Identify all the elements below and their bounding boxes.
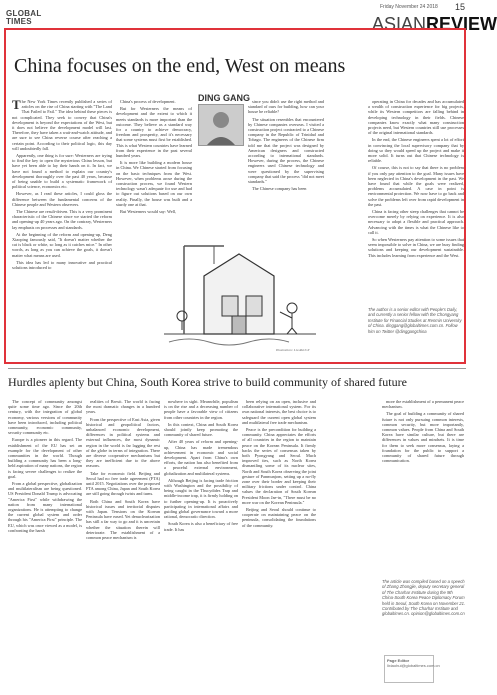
article1-author-note: The author is a senior editor with People's Daily, and currently a senior fellow with the Chongyang Institute for Financial Studies at Renmin University of China. dinggang@globaltimes.com.cn. Follow him on Twitter @dinggangchina bbox=[368, 307, 462, 334]
paragraph: Peace is the precondition for building a community. China appreciates the efforts of all countries in the region to maintain peace on the Korean Peninsula. It firmly backs the series of consensus taken by both Pyongyang and Seoul. Much improved ties, such as North Korea dismantling some of its nuclear sites, North and South Korea observing the joint gesture of Panmunjom, setting up a no-fly zone over their border and keeping their military frictions under control. China values the declaration of South Korean President Moon Jae-in, "There must be no more war on the Korean Peninsula." bbox=[242, 427, 316, 505]
paragraph: But Westerners would say: Well, bbox=[120, 209, 177, 215]
paragraph: This idea has led to many innovative and practical solutions introduced to bbox=[12, 259, 112, 271]
drop-cap: T bbox=[12, 97, 21, 112]
paragraph: Apparently, one thing is for sure: Westerners are trying to find the key to open the mysterious China lesson, but have yet been able to lay their hands on it. In fact, we have not found a method to explain our country's development thoroughly over the past 40 years, because of being unable to build a systematic framework of political science, economics etc. bbox=[12, 153, 112, 190]
paragraph: South Korea is also a beneficiary of free trade. It has bbox=[164, 521, 238, 532]
article2-column-4 bbox=[242, 399, 316, 689]
paragraph: Of course, this is not to say that there is no problem if you only pay attention to the goal. Many issues have been neglected in China's development in the past. We have found that while the goals were realized, problems accumulated. A case in point is environmental protection. We now have to go back and solve the problems left over from rapid development in the past. bbox=[368, 165, 464, 207]
paragraph: In the end, the Chinese engineers spent a lot of effort in convincing the local supervisory company that by doing so they would speed up the project and make it more solid. It turns out that Chinese technology is reliable. bbox=[368, 137, 464, 164]
paragraph: In this context, China and South Korea should jointly keep promoting the community of shared future. bbox=[164, 421, 238, 438]
paragraph: The Chinese are result-driven. This is a very prominent characteristic of the Chinese since we started the reform and opening-up 40 years ago. On the contrary, Westerners lay emphasis on processes and standards. bbox=[12, 209, 112, 230]
paragraph: At the beginning of the reform and opening-up, Deng Xiaoping famously said, "It doesn't matter whether the cat is black or white, so long as it catches mice." In other words, as long as you can achieve the goals, it doesn't matter what means are used. bbox=[12, 231, 112, 258]
paragraph: Beijing and Seoul should continue to cooperate on maintaining peace on the peninsula, consolidating the foundations of the community. bbox=[242, 507, 316, 528]
paragraph: The concept of community amongst quite some time ago. Since the 20th century, with the integration of global economy, various versions of community have been introduced, including political community, economic community, security community etc. bbox=[8, 399, 82, 436]
paragraph: But for Westerners the means of development and the extent to which it meets standards is more important than the outcome. They believe as a standard way for a country to achieve democracy, freedom and prosperity, and it's necessary that some systems must first be established. This is what Western countries have learned from their experience in the past several hundred years. bbox=[116, 106, 192, 159]
paragraph: been relying on an open, inclusive and collaborative international system. For its own national interests, the best choice is to safeguard the current open global system and multilateral free trade mechanism. bbox=[242, 399, 316, 425]
paragraph: more the establishment of a permanent peace mechanism. bbox=[382, 399, 464, 410]
logo-line-1: GLOBAL bbox=[6, 9, 42, 18]
editorial-cartoon bbox=[164, 216, 316, 352]
paragraph: Both China and South Korea have historical issues and territorial disputes with Japan. Tensions on the Korean Peninsula have eased. Yet denuclearization has still a far way to go and it is uncertain whether the situation therein will deteriorate. The establishment of a common peace mechanism is bbox=[86, 498, 160, 541]
article1-column-1 bbox=[12, 99, 112, 359]
article2-headline: Hurdles aplenty but China, South Korea strive to build community of shared future bbox=[8, 375, 407, 389]
article1-headline: China focuses on the end, West on means bbox=[14, 55, 346, 77]
paragraph: China is facing other steep challenges that cannot be overcome merely by relying on experience. It is also necessary to adopt a flexible and practical approach. Advancing with the times is what the Chinese like to call it. bbox=[368, 209, 464, 235]
paragraph: The situation resembles that encountered by Chinese companies overseas. I visited a construction project contracted to a Chinese company in the Republic of Trinidad and Tobago. The engineers of the Chinese firm told me that the project was designed by American designers and constructed according to international standards. However, during the process, the Chinese engineers used Chinese technology and were questioned by the supervising company that said the process "did not meet standards." bbox=[248, 116, 324, 185]
cartoon-credit: Illustration: Liu Rui/GT bbox=[276, 348, 310, 352]
page-number: 15 bbox=[455, 2, 466, 12]
article2-column-3 bbox=[164, 399, 238, 689]
paragraph: China's process of development. bbox=[120, 99, 176, 104]
section-divider bbox=[8, 368, 466, 369]
logo-line-2: TIMES bbox=[6, 17, 32, 26]
section-title-b: REVIEW bbox=[426, 14, 497, 34]
paragraph: After 40 years of reform and opening-up, China has made tremendous achievement in economic and social development. Apart from China's own efforts, the nation has also benefited from a peaceful external environment, globalization and multilateral systems. bbox=[164, 439, 238, 476]
page-editor-box bbox=[384, 655, 440, 683]
paragraph: Europe is a pioneer in this regard. The establishment of the EU has set an example for the development of other communities in the world. Though building a community has been a long-held aspiration of many nations, the region is facing severe challenges to realize the goal. bbox=[8, 437, 82, 479]
article1-column-4 bbox=[368, 99, 464, 305]
article1-column-3 bbox=[248, 99, 324, 219]
article2-column-2 bbox=[86, 399, 160, 689]
page-editor-email: lixiaohui@globaltimes.com.cn bbox=[387, 663, 440, 668]
paragraph: So when Westerners pay attention to some issues that seem impossible to solve in China, we are busy finding solutions and keeping our development sustainable. This includes learning from experience and the West. bbox=[368, 237, 464, 258]
article1-byline: DING GANG bbox=[198, 93, 251, 103]
article2-note: The article was compiled based on a speech of Zhang Zhongjie, deputy secretary general of The Charhar Institute during the 9th China-South Korea Peace Diplomacy Forum held in Seoul, South Korea on November 21. Contributed by The Charhar Institute and globaltimes.cn. opinion@globaltimes.com.cn bbox=[382, 579, 466, 617]
section-title-a: ASIAN bbox=[372, 14, 427, 34]
paragraph: However, as I read these articles, I could gloss the difference between the fundamental concerns of the Chinese people and Western observers. bbox=[12, 191, 112, 207]
paragraph: The New York Times recently published a series of articles on the rise of China starting with "The Land That Failed to Fail." The idea behind these pieces is not complicated. They seek to convey that China's development is beyond the expectations of the West, but it does not believe the development model will last. Therefore, they have taken a wait-and-watch attitude, and are sure to see China reverse course after reaching a certain point. According to their political logic, this day will undoubtedly fall. bbox=[12, 97, 112, 151]
article2-column-5 bbox=[382, 399, 464, 575]
paragraph: realities of Brexit. The world is facing the most dramatic changes in a hundred years. bbox=[86, 399, 160, 415]
paragraph: The Chinese company has been bbox=[252, 186, 307, 192]
page-editor-label: Page Editor bbox=[387, 658, 410, 663]
paragraph: The goal of building a community of shared future is not only pursuing common interests, common security, but more importantly, common values. People from China and South Korea have similar culture, but there are differences in values and mindsets. It is time for them to seek more consensus, laying a foundation for the public to support a community of shared future through communication. bbox=[382, 411, 464, 464]
paragraph: It is more like building a modern house in China. We Chinese started from focusing on the basic techniques from the West. However, when problems arose during the construction process, we found Western technology wasn't adequate for use and had to figure out solutions based on our own reality. Finally, the house was built and a sturdy one at that. bbox=[116, 160, 192, 207]
article2-column-1 bbox=[8, 399, 82, 689]
paragraph: nowhere in sight. Meanwhile, populism is on the rise and a decreasing number of people have a favorable view of citizens from other countries in the region. bbox=[164, 399, 238, 420]
masthead-logo bbox=[6, 10, 48, 26]
paragraph: since you didn't use the right method and standard of ours for building, how can your house be reliable? bbox=[248, 99, 324, 115]
paragraph: From the perspective of East Asia, given historical and geopolitical factors, unbalanced economic development, differences in political systems and external influences, the most dynamic region in the world is far lagging the rest of the globe in terms of integration. There are diverse cooperative mechanisms but they are inefficient due to the above reasons. bbox=[86, 416, 160, 469]
paragraph: Although Beijing is facing trade friction with Washington and the possibility of being caught in the Thucydides Trap and middle-income trap, it is firmly holding on to further opening-up. It is proactively participating in international affairs and guiding global governance toward a more rational, democratic direction. bbox=[164, 477, 238, 520]
author-photo bbox=[198, 104, 244, 146]
issue-date: Friday November 24 2018 bbox=[380, 4, 438, 10]
paragraph: Take for economic field. Beijing and Seoul had no free trade agreement (FTA) until 2015. Negotiations over the proposed FTA among China, Japan and South Korea are still going through twists and turns. bbox=[86, 470, 160, 497]
paragraph: operating in China for decades and has accumulated a wealth of construction experience for big projects, while its Western competitors are falling behind in developing technology in their fields. Chinese companies know exactly what many construction projects need, but Western countries still use processes of the original international standards. bbox=[368, 99, 464, 136]
paragraph: From a global perspective, globalization and multilateralism are being questioned. US President Donald Trump is advocating "America First" while withdrawing the nation from many international organizations. He is attempting to change the current global system and order through his "America First" principle. The EU, which was once viewed as a model, is confronting the harsh bbox=[8, 481, 82, 533]
